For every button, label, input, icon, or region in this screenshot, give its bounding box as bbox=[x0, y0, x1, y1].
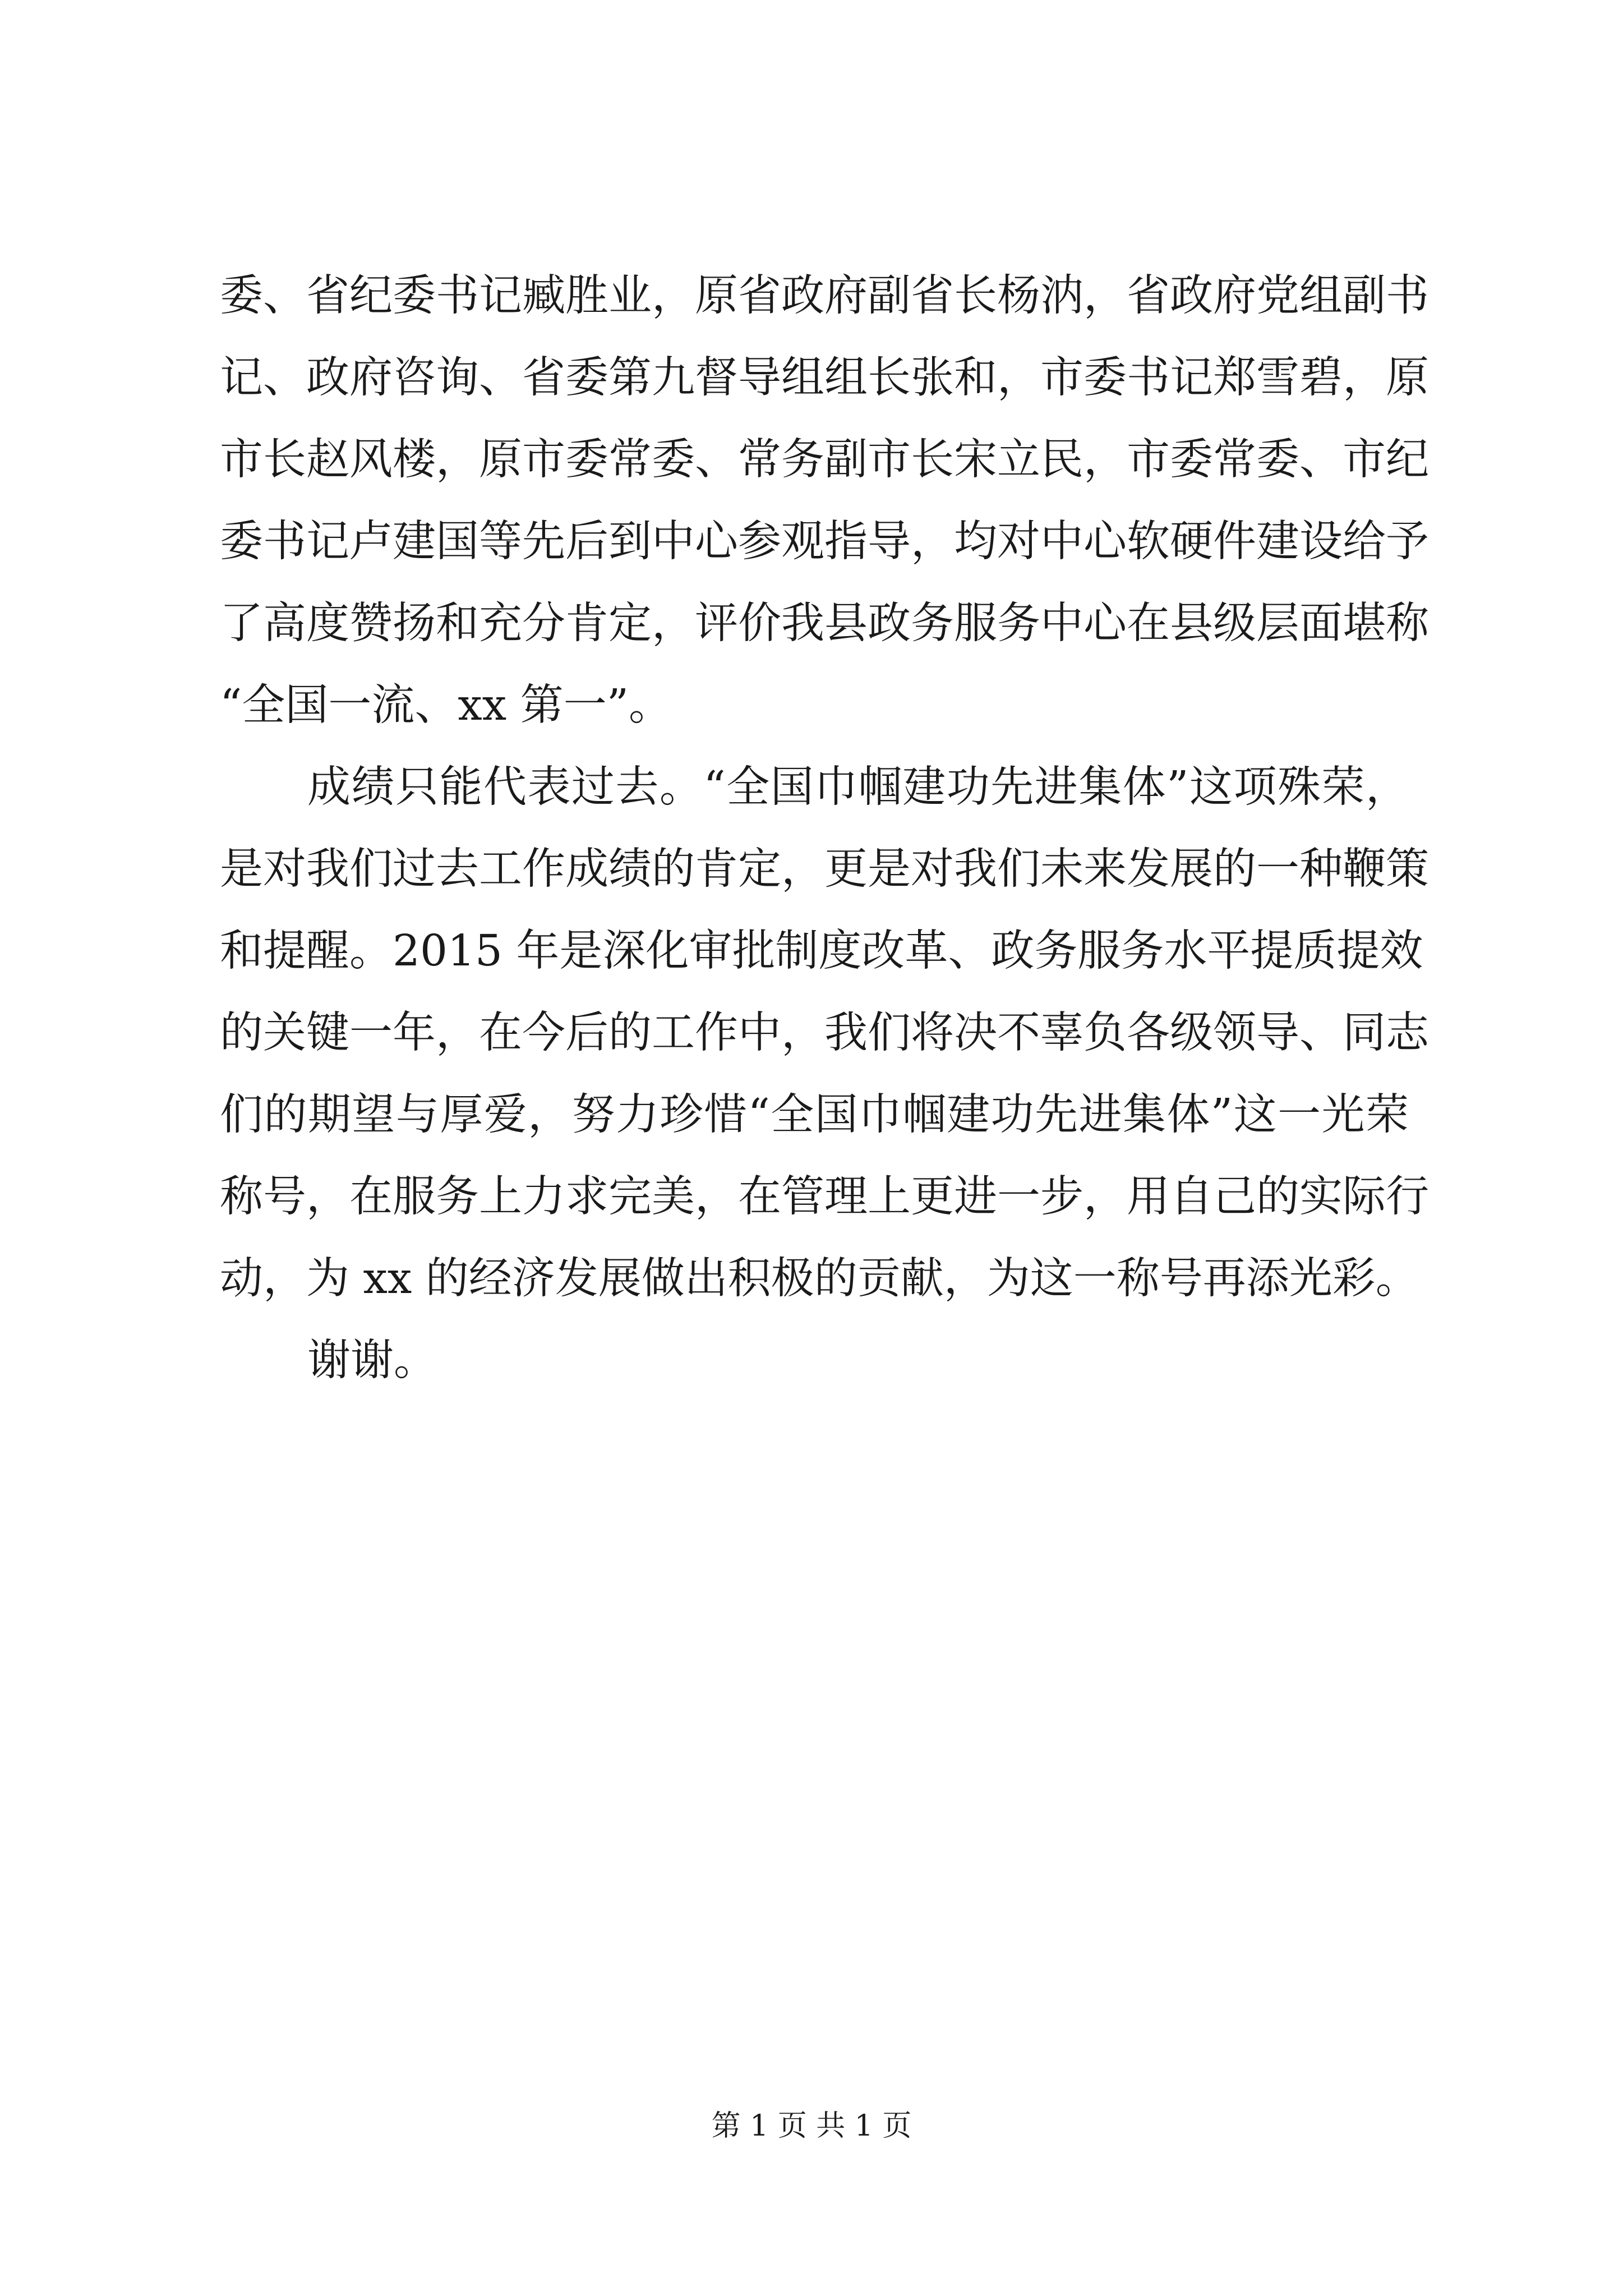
page-number-footer: 第 1 页 共 1 页 bbox=[711, 2109, 912, 2143]
paragraph-line: 了高度赞扬和充分肯定，评价我县政务服务中心在县级层面堪称 bbox=[220, 599, 1429, 648]
paragraph-line: 委、省纪委书记臧胜业，原省政府副省长杨汭，省政府党组副书 bbox=[220, 271, 1429, 321]
document-body bbox=[220, 255, 1429, 1402]
paragraph-line: 委书记卢建国等先后到中心参观指导，均对中心软硬件建设给予 bbox=[220, 517, 1429, 567]
paragraph-line: 和提醒。2015 年是深化审批制度改革、政务服务水平提质提效 bbox=[220, 926, 1423, 976]
paragraph-line: 称号，在服务上力求完美，在管理上更进一步，用自己的实际行 bbox=[220, 1172, 1429, 1222]
paragraph-line: 是对我们过去工作成绩的肯定，更是对我们未来发展的一种鞭策 bbox=[220, 844, 1429, 894]
paragraph-line: 记、政府咨询、省委第九督导组组长张和，市委书记郑雪碧，原 bbox=[220, 353, 1429, 403]
paragraph-line: 动，为 xx 的经济发展做出积极的贡献，为这一称号再添光彩。 bbox=[220, 1254, 1419, 1304]
paragraph-line: 市长赵风楼，原市委常委、常务副市长宋立民，市委常委、市纪 bbox=[220, 435, 1429, 485]
paragraph-line: 成绩只能代表过去。“全国巾帼建功先进集体”这项殊荣， bbox=[307, 762, 1409, 812]
paragraph-line: “全国一流、xx 第一”。 bbox=[220, 680, 672, 730]
closing-line: 谢谢。 bbox=[307, 1336, 437, 1386]
paragraph-line: 的关键一年，在今后的工作中，我们将决不辜负各级领导、同志 bbox=[220, 1008, 1429, 1058]
paragraph-line: 们的期望与厚爱，努力珍惜“全国巾帼建功先进集体”这一光荣 bbox=[220, 1090, 1409, 1140]
